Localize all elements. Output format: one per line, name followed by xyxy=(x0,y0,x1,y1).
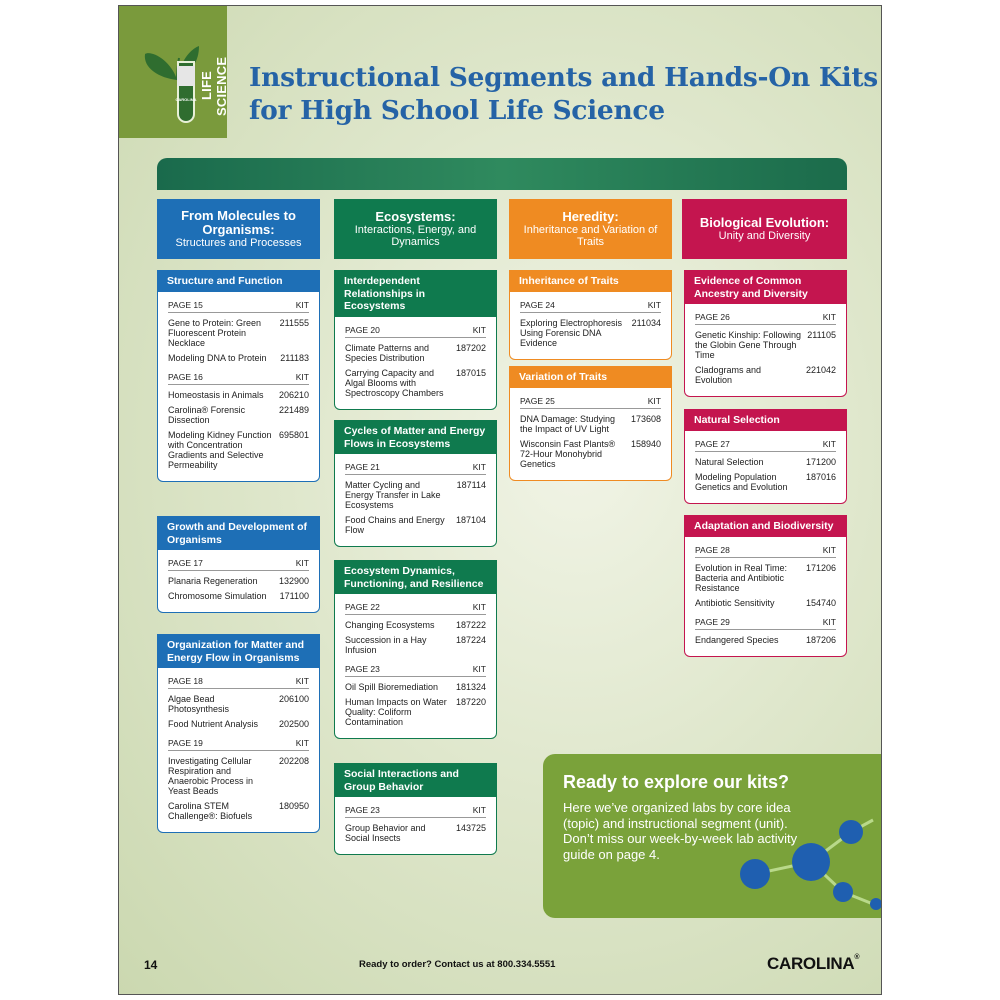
segment-title: Natural Selection xyxy=(685,410,846,431)
page-label: PAGE 17 xyxy=(168,558,203,568)
kit-row xyxy=(345,620,486,630)
segment-body xyxy=(685,431,846,503)
kit-number: 211034 xyxy=(631,317,661,328)
segment-title: Evidence of Common Ancestry and Diversity xyxy=(685,271,846,304)
segment-box-interdependent xyxy=(334,270,497,410)
segment-box-ancestry xyxy=(684,270,847,397)
kit-name: Food Nutrient Analysis xyxy=(168,719,259,729)
kit-row xyxy=(520,439,661,469)
segment-title: Organization for Matter and Energy Flow in Organisms xyxy=(158,635,319,668)
kit-name: Genetic Kinship: Following the Globin Gene Through Time xyxy=(695,330,802,360)
segment-body xyxy=(335,317,496,409)
kit-name: Wisconsin Fast Plants® 72-Hour Monohybrid Genetics xyxy=(520,438,616,469)
page-label: PAGE 16 xyxy=(168,371,203,382)
segment-title: Cycles of Matter and Energy Flows in Ecosystems xyxy=(335,421,496,454)
kit-label: KIT xyxy=(472,664,486,674)
kit-row xyxy=(345,368,486,398)
kit-label: KIT xyxy=(295,371,309,382)
kit-name: Natural Selection xyxy=(695,456,764,467)
kit-label: KIT xyxy=(647,395,661,406)
kit-number: 143725 xyxy=(455,823,486,833)
column-header-title: From Molecules to Organisms: xyxy=(181,207,296,237)
segment-title: Social Interactions and Group Behavior xyxy=(335,764,496,797)
page-header-row xyxy=(345,598,486,615)
kit-number: 187220 xyxy=(455,697,486,707)
segment-box-adaptation xyxy=(684,515,847,657)
column-header-ecosystems xyxy=(334,199,497,259)
kit-name: Human Impacts on Water Quality: Coliform Contamination xyxy=(345,697,447,727)
kit-label: KIT xyxy=(295,558,309,568)
page-label: PAGE 21 xyxy=(345,462,380,472)
segment-title: Inheritance of Traits xyxy=(510,271,671,292)
kit-row xyxy=(168,405,309,425)
segment-body xyxy=(685,537,846,656)
kit-row xyxy=(345,697,486,727)
kit-row xyxy=(345,480,486,510)
kit-row xyxy=(345,635,486,655)
kit-name: Algae Bead Photosynthesis xyxy=(168,694,230,714)
segment-box-inheritance xyxy=(509,270,672,360)
kit-number: 695801 xyxy=(278,429,309,440)
segment-body xyxy=(685,304,846,396)
kit-label: KIT xyxy=(472,805,486,815)
segment-title: Ecosystem Dynamics, Functioning, and Resilience xyxy=(335,561,496,594)
segment-body xyxy=(158,668,319,832)
kit-name: Planaria Regeneration xyxy=(168,576,258,586)
kit-name: Endangered Species xyxy=(695,634,779,645)
segment-body xyxy=(158,550,319,612)
kit-number: 173608 xyxy=(630,413,661,424)
segment-box-cycles xyxy=(334,420,497,547)
kit-name: Chromosome Simulation xyxy=(168,591,267,601)
segment-body xyxy=(335,454,496,546)
page-header-row xyxy=(695,308,836,325)
segment-body xyxy=(335,594,496,738)
kit-row xyxy=(695,563,836,593)
page-label: PAGE 15 xyxy=(168,299,203,310)
segment-box-social xyxy=(334,763,497,855)
column-header-subtitle: Unity and Diversity xyxy=(718,229,811,242)
kit-number: 187222 xyxy=(455,620,486,630)
kit-name: Evolution in Real Time: Bacteria and Antibiotic Resistance xyxy=(695,562,788,593)
kit-name: Modeling Kidney Function with Concentration Gradients and Selective Permeability xyxy=(168,429,272,470)
kit-row xyxy=(168,430,309,470)
kit-label: KIT xyxy=(822,544,836,555)
kit-number: 187015 xyxy=(455,367,486,378)
kit-name: Carrying Capacity and Algal Blooms with Spectroscopy Chambers xyxy=(345,367,444,398)
column-header-heredity xyxy=(509,199,672,259)
callout-text: Here we’ve organized labs by core idea (topic) and instructional segment (unit). Don’t miss our week-by-week lab activity guide on page 4. xyxy=(563,800,798,862)
kit-label: KIT xyxy=(472,602,486,612)
segment-body xyxy=(158,292,319,481)
kit-number: 171206 xyxy=(805,562,836,573)
kit-row xyxy=(695,330,836,360)
segment-body xyxy=(335,797,496,854)
kit-row xyxy=(695,365,836,385)
page-header-row xyxy=(168,672,309,689)
kit-row xyxy=(520,414,661,434)
kit-row xyxy=(168,576,309,586)
page-label: PAGE 27 xyxy=(695,438,730,449)
kit-name: Cladograms and Evolution xyxy=(695,365,762,385)
kit-name: Exploring Electrophoresis Using Forensic DNA Evidence xyxy=(520,317,623,348)
kit-label: KIT xyxy=(822,312,836,322)
kit-row xyxy=(345,823,486,843)
page-header-row xyxy=(695,613,836,630)
kit-label: KIT xyxy=(647,299,661,310)
segment-box-variation xyxy=(509,366,672,481)
kit-name: Group Behavior and Social Insects xyxy=(345,823,426,843)
kit-row xyxy=(695,635,836,645)
page-header-row xyxy=(695,541,836,558)
page-label: PAGE 22 xyxy=(345,602,380,612)
kit-name: Modeling DNA to Protein xyxy=(168,352,267,363)
kit-number: 158940 xyxy=(630,438,661,449)
catalog-page xyxy=(118,5,882,995)
kit-number: 211183 xyxy=(280,352,309,363)
page-header-row xyxy=(168,296,309,313)
kit-number: 154740 xyxy=(805,597,836,608)
segment-title: Interdependent Relationships in Ecosystems xyxy=(335,271,496,317)
segment-body xyxy=(510,388,671,480)
kit-name: Carolina® Forensic Dissection xyxy=(168,404,246,425)
kit-number: 187202 xyxy=(455,342,486,353)
page-label: PAGE 25 xyxy=(520,395,555,406)
page-number: 14 xyxy=(144,958,158,972)
kit-number: 180950 xyxy=(278,801,309,811)
page-header-row xyxy=(168,554,309,571)
kit-name: Climate Patterns and Species Distribution xyxy=(345,342,430,363)
page-label: PAGE 29 xyxy=(695,616,730,627)
kit-row xyxy=(168,801,309,821)
logo-text: CAROLINA xyxy=(767,954,855,973)
tube-logo-text: CAROLINA xyxy=(175,97,197,102)
kit-row xyxy=(168,318,309,348)
column-header-molecules xyxy=(157,199,320,259)
segment-title: Growth and Development of Organisms xyxy=(158,517,319,550)
kit-row xyxy=(168,719,309,729)
kit-name: Homeostasis in Animals xyxy=(168,389,264,400)
column-header-title: Heredity: xyxy=(562,208,619,224)
column-header-evolution xyxy=(682,199,847,259)
kit-row xyxy=(168,390,309,400)
kit-number: 211105 xyxy=(807,330,836,340)
callout-title: Ready to explore our kits? xyxy=(563,772,790,792)
kit-number: 181324 xyxy=(455,682,486,692)
column-header-subtitle: Inheritance and Variation of Traits xyxy=(523,223,658,248)
kit-number: 187224 xyxy=(455,635,486,645)
life-science-badge xyxy=(119,6,227,138)
page-label: PAGE 23 xyxy=(345,805,380,815)
kit-label: KIT xyxy=(472,324,486,335)
page-header-row xyxy=(345,801,486,818)
kit-label: KIT xyxy=(295,676,309,686)
kit-number: 202208 xyxy=(278,756,309,766)
kit-number: 187016 xyxy=(805,471,836,482)
segment-title: Variation of Traits xyxy=(510,367,671,388)
kit-number: 187114 xyxy=(456,480,486,490)
column-header-subtitle: Interactions, Energy, and Dynamics xyxy=(354,223,477,248)
column-header-subtitle: Structures and Processes xyxy=(175,236,302,249)
kit-number: 202500 xyxy=(278,719,309,729)
page-label: PAGE 24 xyxy=(520,299,555,310)
page-header-row xyxy=(520,392,661,409)
kit-name: Matter Cycling and Energy Transfer in Lake Ecosystems xyxy=(345,480,441,510)
kit-row xyxy=(345,682,486,692)
segment-box-structure xyxy=(157,270,320,482)
page-header-row xyxy=(345,660,486,677)
segment-box-organization xyxy=(157,634,320,833)
page-header-row xyxy=(168,734,309,751)
kit-row xyxy=(168,756,309,796)
kit-name: Oil Spill Bioremediation xyxy=(345,682,439,692)
kit-number: 206100 xyxy=(278,694,309,704)
segment-title: Structure and Function xyxy=(158,271,319,292)
page-header-row xyxy=(168,368,309,385)
header-banner xyxy=(157,158,847,190)
page-label: PAGE 26 xyxy=(695,312,730,322)
segment-box-dynamics xyxy=(334,560,497,739)
page-title: Instructional Segments and Hands-On Kits for High School Life Science xyxy=(249,62,878,126)
kit-row xyxy=(695,598,836,608)
kit-label: KIT xyxy=(822,616,836,627)
segment-body xyxy=(510,292,671,359)
page-header-row xyxy=(345,321,486,338)
explore-kits-callout xyxy=(543,754,882,918)
kit-label: KIT xyxy=(472,462,486,472)
kit-row xyxy=(345,515,486,535)
column-header-title: Ecosystems: xyxy=(375,208,456,224)
page-label: PAGE 20 xyxy=(345,324,380,335)
segment-box-growth xyxy=(157,516,320,613)
page-label: PAGE 28 xyxy=(695,544,730,555)
kit-row xyxy=(520,318,661,348)
kit-number: 171100 xyxy=(279,591,309,601)
kit-number: 221489 xyxy=(278,404,309,415)
kit-name: Modeling Population Genetics and Evolution xyxy=(695,471,788,492)
kit-number: 187104 xyxy=(455,515,486,525)
kit-name: Antibiotic Sensitivity xyxy=(695,597,775,608)
page-label: PAGE 23 xyxy=(345,664,380,674)
kit-row xyxy=(695,457,836,467)
kit-row xyxy=(168,591,309,601)
kit-row xyxy=(695,472,836,492)
segment-box-selection xyxy=(684,409,847,504)
kit-row xyxy=(168,694,309,714)
page-header-row xyxy=(345,458,486,475)
kit-number: 171200 xyxy=(805,456,836,467)
kit-name: Carolina STEM Challenge®: Biofuels xyxy=(168,801,253,821)
carolina-logo xyxy=(767,954,859,974)
kit-number: 187206 xyxy=(805,634,836,645)
kit-number: 221042 xyxy=(805,365,836,375)
column-header-title: Biological Evolution: xyxy=(699,214,830,230)
page-label: PAGE 19 xyxy=(168,738,203,748)
kit-label: KIT xyxy=(295,738,309,748)
kit-name: Food Chains and Energy Flow xyxy=(345,515,445,535)
kit-row xyxy=(345,343,486,363)
page-label: PAGE 18 xyxy=(168,676,203,686)
test-tube-label-band xyxy=(177,66,195,86)
kit-label: KIT xyxy=(295,299,309,310)
kit-number: 132900 xyxy=(278,576,309,586)
kit-number: 206210 xyxy=(278,389,309,400)
kit-name: Gene to Protein: Green Fluorescent Protein Necklace xyxy=(168,317,262,348)
logo-trademark: ® xyxy=(854,954,860,961)
kit-name: Investigating Cellular Respiration and Anaerobic Process in Yeast Beads xyxy=(168,756,254,796)
kit-number: 211555 xyxy=(279,317,309,328)
contact-line: Ready to order? Contact us at 800.334.5551 xyxy=(359,959,556,970)
kit-name: Succession in a Hay Infusion xyxy=(345,635,427,655)
life-science-label: LIFE SCIENCE xyxy=(199,56,229,116)
kit-label: KIT xyxy=(822,438,836,449)
page-header-row xyxy=(695,435,836,452)
page-header-row xyxy=(520,296,661,313)
kit-name: Changing Ecosystems xyxy=(345,620,435,630)
kit-row xyxy=(168,353,309,363)
kit-name: DNA Damage: Studying the Impact of UV Light xyxy=(520,413,616,434)
segment-title: Adaptation and Biodiversity xyxy=(685,516,846,537)
